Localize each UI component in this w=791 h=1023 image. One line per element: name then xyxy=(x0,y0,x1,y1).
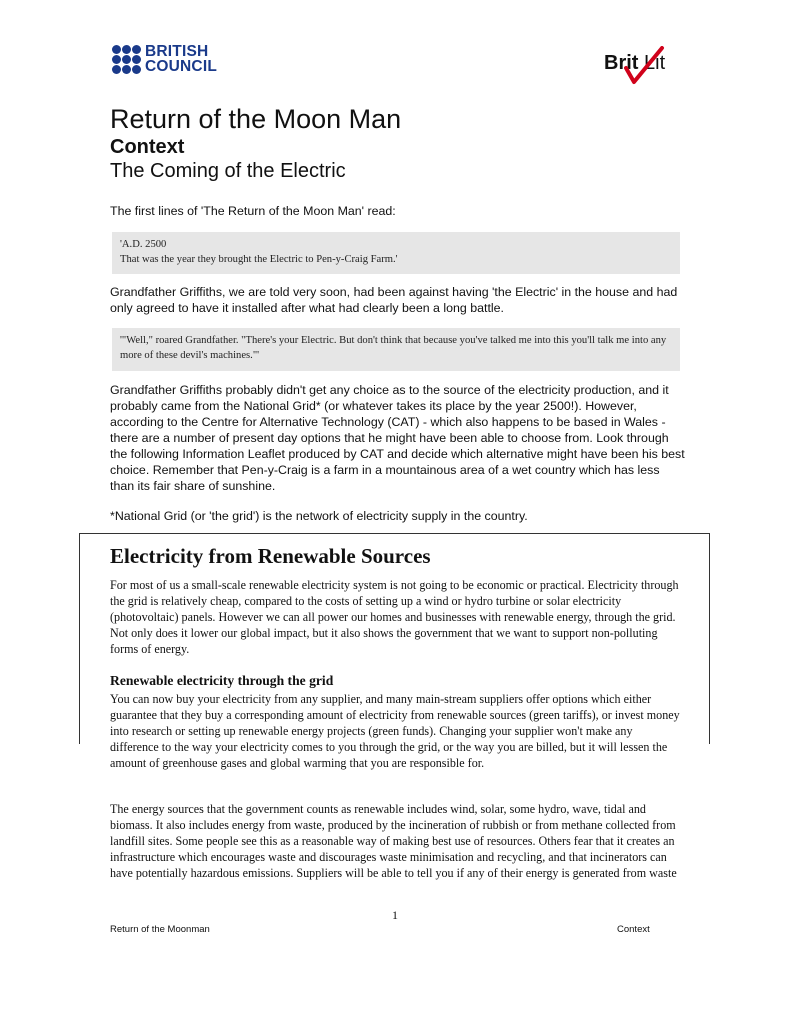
british-council-wordmark xyxy=(145,44,217,74)
red-tick-icon xyxy=(622,46,668,86)
paragraph-2: Grandfather Griffiths probably didn't get any choice as to the source of the electricity production, and it probably came from the National Grid* (or whatever takes its place by the year 2500!). However, according to the Centre for Alternative Technology (CAT) - which also happens to be based in Wales - there are a number of present day options that he might have been able to choose from. Look through the following Information Leaflet produced by CAT and decide which alternative might have been his best choice. Remember that Pen-y-Craig is a farm in a mountainous area of a wet country which has less than its fair share of sunshine. xyxy=(110,383,685,493)
paragraph-1: Grandfather Griffiths, we are told very soon, had been against having 'the Electric' in the house and had only agreed to have it installed after what had clearly been a long battle. xyxy=(110,285,678,315)
leaflet-paragraph-2: You can now buy your electricity from any supplier, and many main-stream suppliers offer options which either guarantee that they buy a corresponding amount of electricity from renewable sources (green tariffs), or invest money into research or setting up renewable energy projects (green funds). Changing your supplier won't make any difference to the way your electricity comes to you through the grid, or the way you are billed, but it will lessen the amount of greenhouse gases and global warming that you are responsible for. xyxy=(110,692,680,770)
british-council-line1: BRITISH xyxy=(145,43,209,60)
page-number: 1 xyxy=(392,908,398,922)
footnote: *National Grid (or 'the grid') is the network of electricity supply in the country. xyxy=(110,509,528,523)
leaflet-paragraph-3: The energy sources that the government counts as renewable includes wind, solar, some hydro, wave, tidal and biomass. It also includes energy from waste, produced by the incineration of rubbish or from methane collected from landfill sites. Some people see this as a reasonable way of making best use of resources. Others fear that it creates an infrastructure which encourages waste and discourages waste minimisation and recycling, and that incinerators can have potentially hazardous emissions. Suppliers will be able to tell you if any of their energy is generated from waste xyxy=(110,802,677,880)
footer-section: Context xyxy=(617,924,650,935)
section-heading: Context xyxy=(110,136,185,158)
section-subtitle: The Coming of the Electric xyxy=(110,160,346,182)
leaflet-paragraph-1: For most of us a small-scale renewable electricity system is not going to be economic or practical. Electricity through the grid is relatively cheap, compared to the costs of setting up a wind or hydro turbine or solar electricity (photovoltaic) panels. However we can all power our homes and businesses with renewable energy, through the grid. Not only does it lower our global impact, but it also shows the government that we want to support non-polluting forms of energy. xyxy=(110,578,679,656)
british-council-logo xyxy=(112,44,232,78)
footer-title: Return of the Moonman xyxy=(110,924,210,935)
britlit-logo xyxy=(604,46,676,86)
britlit-lit-text: Lit xyxy=(644,52,666,74)
intro-text: The first lines of 'The Return of the Moon Man' read: xyxy=(110,204,396,218)
british-council-line2: COUNCIL xyxy=(145,58,218,75)
quote-line: That was the year they brought the Electric to Pen-y-Craig Farm.' xyxy=(120,254,398,265)
leaflet-subheading: Renewable electricity through the grid xyxy=(110,673,334,688)
quote-line: 'A.D. 2500 xyxy=(120,239,167,250)
british-council-dots-icon xyxy=(112,45,142,75)
quote-block-1 xyxy=(112,232,680,274)
leaflet-title: Electricity from Renewable Sources xyxy=(110,544,431,568)
britlit-brit-text: Brit xyxy=(604,52,639,74)
quote-block-2: '"Well," roared Grandfather. "There's your Electric. But don't think that because you've talked me into this you'll talk me into any more of these devil's machines."' xyxy=(112,328,680,371)
page-title: Return of the Moon Man xyxy=(110,104,402,134)
